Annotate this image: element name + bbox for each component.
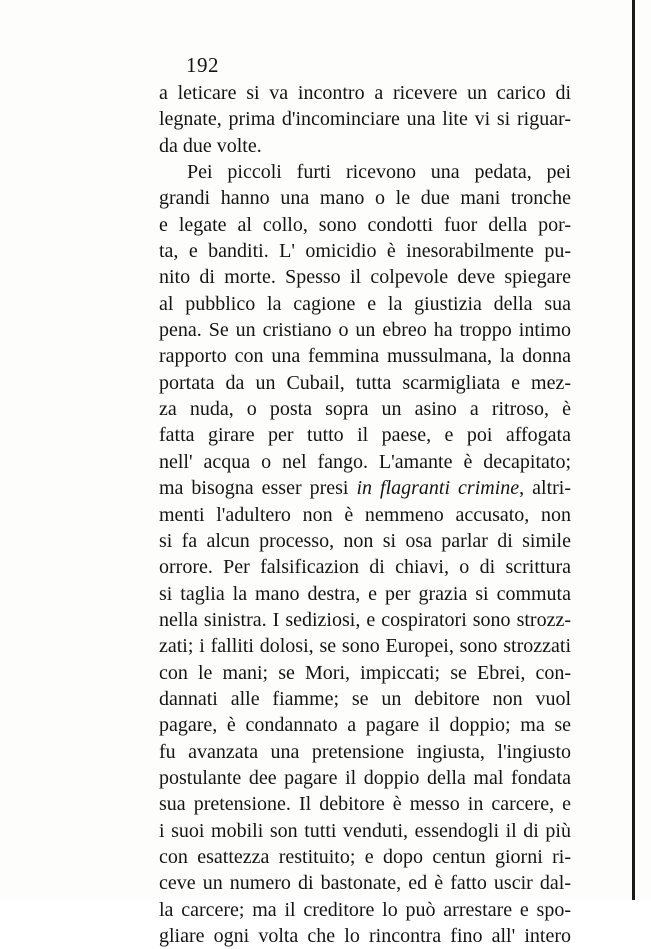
text-line: con esattezza restituito; e dopo centun giorni ri- — [159, 845, 571, 868]
text-line: ta, e banditi. L' omicidio è inesorabilmente pu- — [159, 240, 571, 263]
text-line: za nuda, o posta sopra un asino a ritroso, è — [159, 398, 571, 421]
text-line-with-italic — [159, 475, 571, 501]
text-segment: , altri- — [519, 477, 571, 500]
text-line: nito di morte. Spesso il colpevole deve spiegare — [159, 266, 571, 289]
text-line: a leticare si va incontro a ricevere un carico di — [159, 82, 571, 104]
text-line: ceve un numero di bastonate, ed è fatto uscir dal- — [159, 872, 571, 895]
text-line: i suoi mobili son tutti venduti, essendogli il di più — [159, 819, 571, 842]
text-line: Pei piccoli furti ricevono una pedata, pei — [187, 161, 571, 184]
text-line: si taglia la mano destra, e per grazia si commuta — [159, 582, 571, 605]
text-line: nell' acqua o nel fango. L'amante è decapitato; — [159, 450, 571, 473]
italic-phrase: in flagranti crimine — [356, 477, 520, 500]
text-line: menti l'adultero non è nemmeno accusato, non — [159, 503, 571, 526]
page-number: 192 — [186, 53, 219, 77]
text-line: pagare, è condannato a pagare il doppio; ma se — [159, 714, 571, 737]
text-line: postulante dee pagare il doppio della mal fondata — [159, 766, 571, 789]
text-line: nella sinistra. I sediziosi, e cospiratori sono strozz- — [159, 608, 571, 631]
text-line: rapporto con una femmina mussulmana, la donna — [159, 345, 571, 368]
text-line: si fa alcun processo, non si osa parlar di simile — [159, 529, 571, 552]
text-segment: ma bisogna esser presi — [159, 477, 357, 500]
body-text — [159, 80, 571, 949]
text-line: gliare ogni volta che lo rincontra fino all' intero — [159, 925, 571, 947]
text-line: fu avanzata una pretensione ingiusta, l'ingiusto — [159, 740, 571, 763]
text-line: pena. Se un cristiano o un ebreo ha troppo intimo — [159, 319, 571, 342]
text-line: fatta girare per tutto il paese, e poi affogata — [159, 424, 571, 447]
text-line: da due volte. — [159, 134, 262, 157]
page-edge-rule — [632, 0, 635, 900]
text-line: la carcere; ma il creditore lo può arrestare e spo- — [159, 898, 571, 921]
text-line: zati; i falliti dolosi, se sono Europei, sono strozzati — [159, 635, 571, 658]
text-line: sua pretensione. Il debitore è messo in carcere, e — [159, 793, 571, 816]
text-line: dannati alle fiamme; se un debitore non vuol — [159, 687, 571, 710]
text-line: al pubblico la cagione e la giustizia della sua — [159, 292, 571, 315]
text-line: con le mani; se Mori, impiccati; se Ebrei, con- — [159, 661, 571, 684]
text-line: portata da un Cubail, tutta scarmigliata e mez- — [159, 371, 571, 394]
text-line: e legate al collo, sono condotti fuor della por- — [159, 213, 571, 236]
text-line: orrore. Per falsificazion di chiavi, o di scrittura — [159, 556, 571, 579]
text-line: grandi hanno una mano o le due mani tronche — [159, 187, 571, 210]
text-line: legnate, prima d'incominciare una lite vi si riguar- — [159, 108, 571, 131]
